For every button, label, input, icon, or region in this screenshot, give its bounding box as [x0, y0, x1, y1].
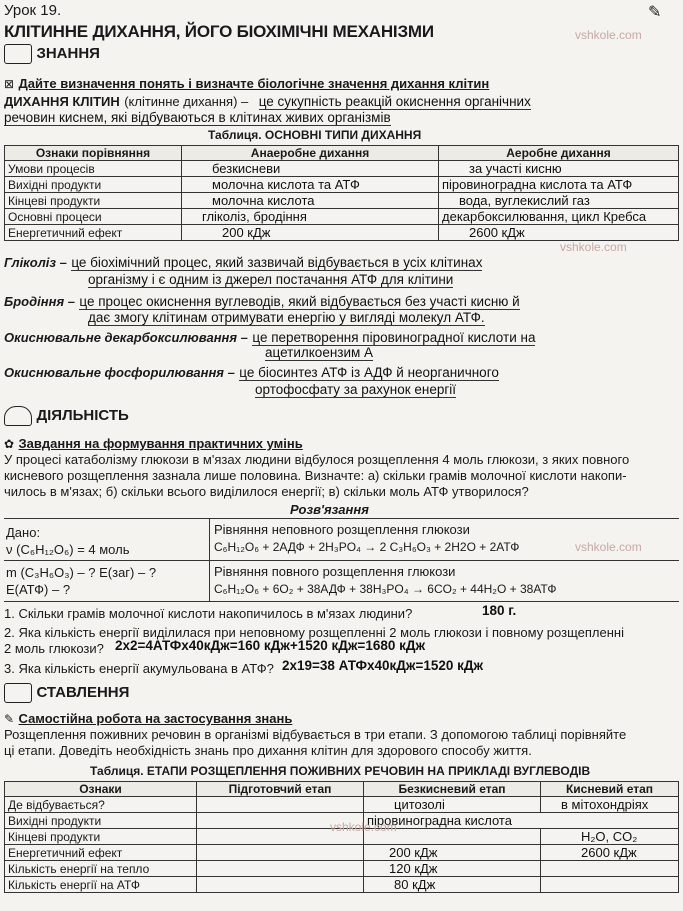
- term-glycolysis: Гліколіз – це біохімічний процес, який зазвичай відбувається в усіх клітинах: [4, 255, 483, 270]
- page-title: КЛІТИННЕ ДИХАННЯ, ЙОГО БІОХІМІЧНІ МЕХАНІЗМИ: [4, 22, 434, 41]
- activity-section: ДІЯЛЬНІСТЬ: [4, 406, 129, 426]
- task-knowledge: ⊠ Дайте визначення понять і визначте біологічне значення дихання клітин: [4, 76, 490, 91]
- table1-caption: Таблиця. ОСНОВНІ ТИПИ ДИХАННЯ: [208, 128, 422, 142]
- knowledge-heading: ЗНАННЯ: [36, 45, 100, 63]
- term-fermentation: Бродіння – це процес окиснення вуглеводів, який відбувається без участі кисню й: [4, 294, 520, 309]
- watermark: vshkole.com: [575, 28, 642, 42]
- table-row: Кінцеві продукти H₂O, CO₂: [5, 829, 679, 845]
- gauge-icon: [4, 406, 32, 426]
- knowledge-section: [4, 44, 100, 64]
- table-row: Кількість енергії на АТФ 80 кДж: [5, 877, 679, 893]
- pin-icon: ✎: [648, 4, 662, 21]
- task-attitude: ✎ Самостійна робота на застосування знань: [4, 711, 293, 726]
- table-row: Енергетичний ефект 200 кДж 2600 кДж: [5, 845, 679, 861]
- book-icon: [4, 44, 32, 64]
- attitude-section: СТАВЛЕННЯ: [4, 683, 129, 703]
- term-decarboxylation: Окиснювальне декарбоксилювання – це перетворення піровиноградної кислоти на: [4, 330, 536, 345]
- table-row: Вихідні продукти піровиноградна кислота: [5, 813, 679, 829]
- task-activity: ✿ Завдання на формування практичних умінь: [4, 436, 303, 451]
- table-row: Енергетичний ефект 200 кДж 2600 кДж: [5, 225, 679, 241]
- breathing-types-table: Ознаки порівняння Анаеробне дихання Аеробне дихання Умови процесів безкисневи за участі кисню Вихідні продукти молочна кислота та АТФ піровиноградна кислота та АТФ Кінцеві продукти молочна кислота вода, вуглекислий газ Основні процеси гліколіз, бродіння декарбоксилювання, цикл Кребса Енергетичний ефект 200 кДж 2600 кДж: [4, 145, 679, 241]
- term-phosphorylation: Окиснювальне фосфорилювання – це біосинтез АТФ із АДФ й неорганичного: [4, 365, 499, 380]
- definition-line2: речовин киснем, які відбуваються в клітинах живих організмів: [4, 110, 391, 125]
- handshake-icon: [4, 683, 32, 703]
- solution-label: Розв'язання: [290, 502, 369, 517]
- definition: ДИХАННЯ КЛІТИН (клітинне дихання) – це сукупність реакцій окиснення органічних: [4, 94, 531, 109]
- table-row: Кількість енергії на тепло 120 кДж: [5, 861, 679, 877]
- table-row: Умови процесів безкисневи за участі кисню: [5, 161, 679, 177]
- table-row: Основні процеси гліколіз, бродіння декарбоксилювання, цикл Кребса: [5, 209, 679, 225]
- stages-table: Ознаки Підготовчий етап Безкисневий етап Кисневий етап Де відбувається? цитозолі в мітохондріях Вихідні продукти піровиноградна кислота Кінцеві продукти H₂O, CO₂ Енергетичний ефект 200 кДж 2600 кДж Кількість енергії на тепло 120 кДж Кількість енергії на АТФ 80 кДж: [4, 781, 679, 893]
- table-row: Де відбувається? цитозолі в мітохондріях: [5, 797, 679, 813]
- solution-box: Дано: ν (C₆H₁₂O₆) = 4 моль m (C₃H₆O₃) – ? E(заг) – ? E(АТФ) – ? Рівняння неповного розщеплення глюкози C₆H₁₂O₆ + 2АДФ + 2H₃PO₄ → 2 C₃H₆O₃ + 2H2O + 2АТФ Рівняння повного розщеплення глюкози C₆H₁₂O₆ + 6O₂ + 38АДФ + 38H₃PO₄ → 6CO₂ + 44H₂O + 38АТФ: [4, 518, 679, 602]
- table-row: Вихідні продукти молочна кислота та АТФ піровиноградна кислота та АТФ: [5, 177, 679, 193]
- gear-icon: ✿: [4, 437, 15, 451]
- lesson-number: Урок 19.: [4, 2, 62, 19]
- pencil-icon: ✎: [4, 712, 15, 726]
- task-icon: ⊠: [4, 77, 15, 91]
- table-row: Кінцеві продукти молочна кислота вода, вуглекислий газ: [5, 193, 679, 209]
